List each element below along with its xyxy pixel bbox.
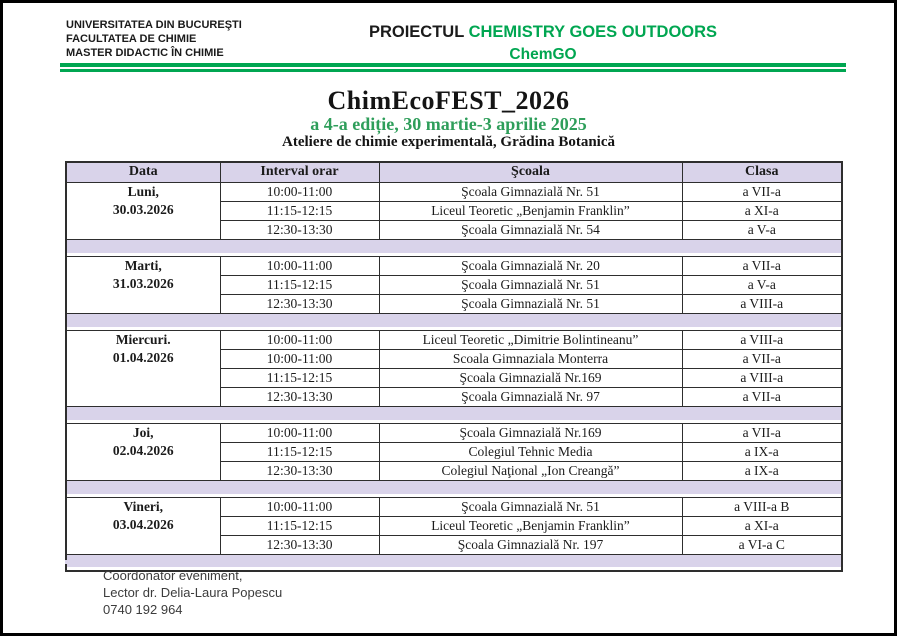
project-name: CHEMISTRY GOES OUTDOORS	[468, 23, 718, 41]
class-cell: a VII-a	[682, 182, 842, 201]
date-cell	[66, 256, 220, 313]
school-cell: Şcoala Gimnazială Nr. 51	[379, 275, 682, 294]
class-cell: a VII-a	[682, 423, 842, 442]
table-row	[66, 256, 842, 275]
school-cell: Şcoala Gimnazială Nr.169	[379, 368, 682, 387]
class-cell: a VII-a	[682, 387, 842, 406]
school-cell: Şcoala Gimnazială Nr.169	[379, 423, 682, 442]
column-header-data: Data	[66, 162, 220, 182]
date-cell	[66, 497, 220, 554]
schedule-table	[65, 161, 843, 572]
university-line: UNIVERSITATEA DIN BUCUREŞTI	[66, 19, 242, 31]
time-cell: 10:00-11:00	[220, 182, 379, 201]
time-cell: 12:30-13:30	[220, 535, 379, 554]
class-cell: a VII-a	[682, 349, 842, 368]
day-label: Marti,	[124, 257, 162, 273]
table-row	[66, 423, 842, 442]
date-label: 03.04.2026	[112, 516, 174, 532]
footer-block	[103, 567, 282, 618]
separator-cell	[66, 480, 842, 497]
table-row	[66, 497, 842, 516]
event-tagline: Ateliere de chimie experimentală, Grădina Botanică	[282, 134, 615, 150]
class-cell: a VIII-a	[682, 294, 842, 313]
school-cell: Liceul Teoretic „Benjamin Franklin”	[379, 516, 682, 535]
green-divider-bar	[60, 69, 846, 72]
project-title-line	[243, 22, 843, 42]
class-cell: a VI-a C	[682, 535, 842, 554]
school-cell: Liceul Teoretic „Benjamin Franklin”	[379, 201, 682, 220]
footer-line: 0740 192 964	[103, 602, 183, 617]
school-cell: Liceul Teoretic „Dimitrie Bolintineanu”	[379, 330, 682, 349]
separator-cell	[66, 313, 842, 330]
time-cell: 10:00-11:00	[220, 349, 379, 368]
table-row	[66, 182, 842, 201]
class-cell: a VIII-a B	[682, 497, 842, 516]
time-cell: 10:00-11:00	[220, 497, 379, 516]
university-block	[66, 18, 242, 60]
school-cell: Şcoala Gimnazială Nr. 54	[379, 220, 682, 239]
time-cell: 10:00-11:00	[220, 256, 379, 275]
school-cell: Şcoala Gimnazială Nr. 51	[379, 182, 682, 201]
time-cell: 10:00-11:00	[220, 330, 379, 349]
date-label: 01.04.2026	[112, 349, 174, 365]
class-cell: a V-a	[682, 220, 842, 239]
date-cell	[66, 330, 220, 406]
school-cell: Şcoala Gimnazială Nr. 97	[379, 387, 682, 406]
separator-cell	[66, 239, 842, 256]
footer-line: Lector dr. Delia-Laura Popescu	[103, 585, 283, 600]
time-cell: 11:15-12:15	[220, 442, 379, 461]
column-header-scoala: Şcoala	[379, 162, 682, 182]
date-label: 30.03.2026	[112, 201, 174, 217]
project-prefix: PROIECTUL	[368, 23, 464, 41]
date-label: 31.03.2026	[112, 275, 174, 291]
column-header-clasa: Clasa	[682, 162, 842, 182]
table-row	[66, 330, 842, 349]
date-cell	[66, 423, 220, 480]
green-divider	[60, 63, 846, 72]
separator-row	[66, 239, 842, 256]
school-cell: Colegiul Tehnic Media	[379, 442, 682, 461]
separator-row	[66, 406, 842, 423]
school-cell: Şcoala Gimnazială Nr. 51	[379, 497, 682, 516]
time-cell: 12:30-13:30	[220, 220, 379, 239]
date-cell	[66, 182, 220, 239]
school-cell: Şcoala Gimnazială Nr. 20	[379, 256, 682, 275]
date-label: 02.04.2026	[112, 442, 174, 458]
class-cell: a IX-a	[682, 442, 842, 461]
school-cell: Şcoala Gimnazială Nr. 197	[379, 535, 682, 554]
class-cell: a VIII-a	[682, 330, 842, 349]
event-subtitle: a 4-a ediție, 30 martie-3 aprilie 2025	[310, 114, 587, 134]
separator-row	[66, 313, 842, 330]
footer-line: Coordonator eveniment,	[103, 568, 243, 583]
day-label: Miercuri.	[115, 331, 171, 347]
bottom-strip	[65, 560, 841, 564]
time-cell: 12:30-13:30	[220, 387, 379, 406]
day-label: Joi,	[132, 424, 154, 440]
day-label: Luni,	[127, 183, 159, 199]
university-line: MASTER DIDACTIC ÎN CHIMIE	[66, 47, 224, 59]
time-cell: 10:00-11:00	[220, 423, 379, 442]
class-cell: a VII-a	[682, 256, 842, 275]
column-header-interval: Interval orar	[220, 162, 379, 182]
separator-row	[66, 480, 842, 497]
school-cell: Scoala Gimnaziala Monterra	[379, 349, 682, 368]
university-line: FACULTATEA DE CHIMIE	[66, 33, 197, 45]
time-cell: 12:30-13:30	[220, 461, 379, 480]
event-title: ChimEcoFEST_2026	[327, 86, 570, 115]
time-cell: 12:30-13:30	[220, 294, 379, 313]
header-row	[66, 162, 842, 182]
project-header	[243, 22, 843, 65]
school-cell: Şcoala Gimnazială Nr. 51	[379, 294, 682, 313]
day-label: Vineri,	[123, 498, 164, 514]
school-cell: Colegiul Naţional „Ion Creangă”	[379, 461, 682, 480]
class-cell: a VIII-a	[682, 368, 842, 387]
time-cell: 11:15-12:15	[220, 275, 379, 294]
class-cell: a IX-a	[682, 461, 842, 480]
class-cell: a V-a	[682, 275, 842, 294]
class-cell: a XI-a	[682, 516, 842, 535]
class-cell: a XI-a	[682, 201, 842, 220]
separator-cell	[66, 406, 842, 423]
time-cell: 11:15-12:15	[220, 368, 379, 387]
time-cell: 11:15-12:15	[220, 516, 379, 535]
time-cell: 11:15-12:15	[220, 201, 379, 220]
project-short-name: ChemGO	[509, 46, 577, 63]
